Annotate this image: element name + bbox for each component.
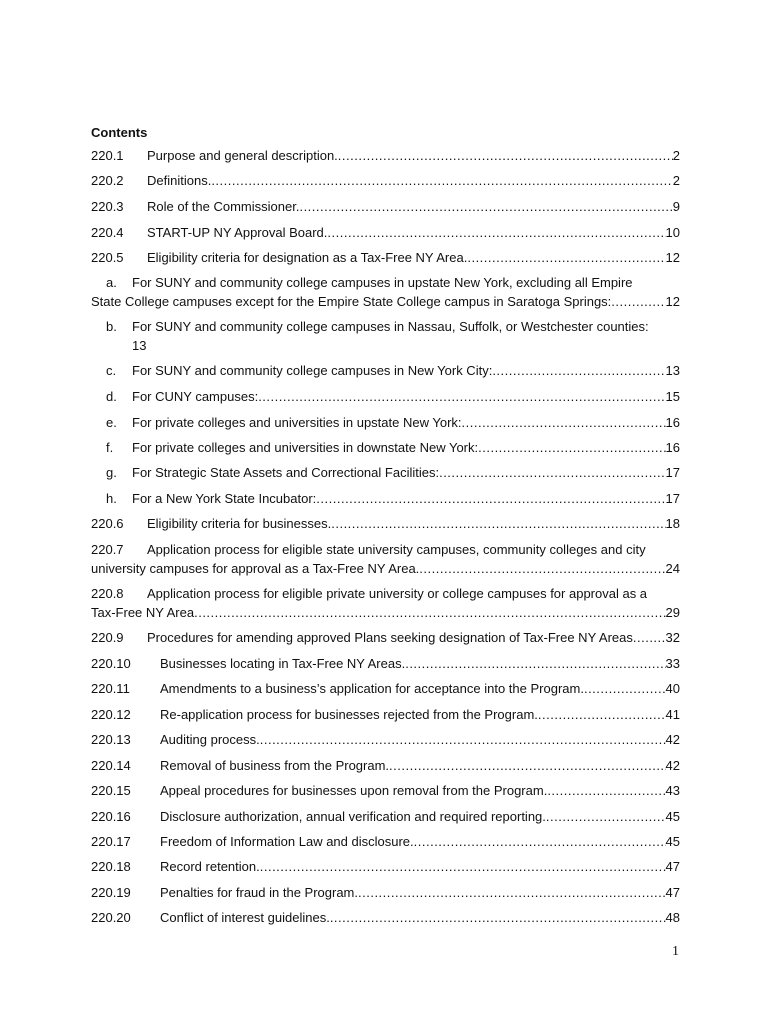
toc-number: 220.16 xyxy=(91,809,131,824)
toc-number: 220.6 xyxy=(91,516,124,531)
toc-sub-entry[interactable] xyxy=(106,363,680,379)
toc-entry-continuation[interactable] xyxy=(91,605,680,621)
toc-page: 2 xyxy=(672,148,680,163)
toc-leader xyxy=(467,250,665,266)
toc-title: Definitions. xyxy=(147,173,212,188)
toc-leader xyxy=(478,440,665,456)
toc-entry[interactable] xyxy=(91,656,680,672)
toc-title: For Strategic State Assets and Correctional Facilities: xyxy=(132,465,440,480)
toc-title: For SUNY and community college campuses in Nassau, Suffolk, or Westchester counties: xyxy=(132,319,649,334)
toc-entry[interactable] xyxy=(91,783,680,799)
toc-leader xyxy=(405,656,665,672)
toc-letter: d. xyxy=(106,389,117,404)
toc-title: Application process for eligible private university or college campuses for approval as a xyxy=(147,586,648,601)
toc-number: 220.11 xyxy=(91,681,130,696)
toc-entry[interactable] xyxy=(91,834,680,850)
toc-leader xyxy=(330,910,666,926)
toc-number: 220.20 xyxy=(91,910,131,925)
toc-leader xyxy=(260,732,666,748)
toc-title: Conflict of interest guidelines. xyxy=(160,910,330,925)
toc-entry[interactable] xyxy=(91,707,680,723)
toc-entry[interactable] xyxy=(91,250,680,266)
toc-leader xyxy=(194,605,665,621)
toc-title-continued: university campuses for approval as a Tax-Free NY Area. xyxy=(91,561,420,576)
toc-leader xyxy=(299,199,672,215)
toc-entry[interactable] xyxy=(91,885,680,901)
toc-page: 12 xyxy=(665,294,680,309)
toc-title: Eligibility criteria for designation as a Tax-Free NY Area. xyxy=(147,250,468,265)
toc-leader xyxy=(211,173,672,189)
toc-page: 16 xyxy=(665,415,680,430)
toc-number: 220.17 xyxy=(91,834,131,849)
toc-title: Purpose and general description. xyxy=(147,148,338,163)
toc-number: 220.15 xyxy=(91,783,131,798)
toc-title: Record retention. xyxy=(160,859,260,874)
toc-entry[interactable] xyxy=(91,148,680,164)
toc-letter: c. xyxy=(106,363,117,378)
toc-leader xyxy=(439,465,665,481)
toc-letter: b. xyxy=(106,319,117,334)
toc-sub-entry[interactable] xyxy=(106,319,649,335)
toc-entry[interactable] xyxy=(91,758,680,774)
toc-title-continued: State College campuses except for the Empire State College campus in Saratoga Springs: xyxy=(91,294,612,309)
toc-number: 220.18 xyxy=(91,859,131,874)
toc-page: 45 xyxy=(665,809,680,824)
toc-leader xyxy=(538,707,666,723)
toc-sub-entry[interactable] xyxy=(106,491,680,507)
toc-leader xyxy=(462,415,666,431)
toc-title: For a New York State Incubator: xyxy=(132,491,317,506)
toc-page: 12 xyxy=(665,250,680,265)
toc-sub-entry-continuation[interactable] xyxy=(91,294,680,310)
toc-page: 18 xyxy=(665,516,680,531)
toc-title: Application process for eligible state university campuses, community colleges and city xyxy=(147,542,646,557)
toc-title: For private colleges and universities in upstate New York: xyxy=(132,415,462,430)
toc-sub-entry[interactable] xyxy=(106,465,680,481)
toc-entry[interactable] xyxy=(91,681,680,697)
toc-entry[interactable] xyxy=(91,809,680,825)
toc-page: 45 xyxy=(665,834,680,849)
toc-title: For SUNY and community college campuses in New York City: xyxy=(132,363,493,378)
toc-leader xyxy=(414,834,666,850)
toc-entry[interactable] xyxy=(91,199,680,215)
toc-page: 2 xyxy=(672,173,680,188)
toc-title: For private colleges and universities in downstate New York: xyxy=(132,440,479,455)
toc-entry[interactable] xyxy=(91,586,680,602)
toc-leader xyxy=(584,681,666,697)
toc-leader xyxy=(338,148,673,164)
toc-page: 17 xyxy=(665,465,680,480)
toc-page: 33 xyxy=(665,656,680,671)
toc-title: Freedom of Information Law and disclosure. xyxy=(160,834,414,849)
toc-leader xyxy=(546,809,666,825)
toc-leader xyxy=(633,630,666,646)
toc-number: 220.1 xyxy=(91,148,124,163)
toc-leader xyxy=(389,758,665,774)
toc-title: Eligibility criteria for businesses. xyxy=(147,516,332,531)
toc-page: 13 xyxy=(132,338,147,353)
toc-entry[interactable] xyxy=(91,173,680,189)
toc-number: 220.19 xyxy=(91,885,131,900)
toc-number: 220.13 xyxy=(91,732,131,747)
toc-title: START-UP NY Approval Board. xyxy=(147,225,328,240)
toc-sub-entry[interactable] xyxy=(106,415,680,431)
toc-number: 220.12 xyxy=(91,707,131,722)
toc-page: 47 xyxy=(665,859,680,874)
toc-number: 220.10 xyxy=(91,656,131,671)
toc-page: 10 xyxy=(665,225,680,240)
toc-page: 15 xyxy=(665,389,680,404)
toc-number: 220.7 xyxy=(91,542,124,557)
toc-number: 220.4 xyxy=(91,225,124,240)
toc-entry-continuation[interactable] xyxy=(91,561,680,577)
toc-title: Penalties for fraud in the Program. xyxy=(160,885,358,900)
toc-number: 220.2 xyxy=(91,173,124,188)
toc-leader xyxy=(331,516,665,532)
toc-entry[interactable] xyxy=(91,542,680,558)
toc-page: 17 xyxy=(665,491,680,506)
toc-page: 42 xyxy=(665,758,680,773)
toc-page: 47 xyxy=(665,885,680,900)
toc-leader xyxy=(258,389,665,405)
toc-letter: a. xyxy=(106,275,117,290)
toc-sub-entry[interactable] xyxy=(106,389,680,405)
toc-page: 29 xyxy=(665,605,680,620)
toc-page: 9 xyxy=(672,199,680,214)
toc-entry[interactable] xyxy=(91,859,680,875)
toc-number: 220.3 xyxy=(91,199,124,214)
toc-title: Appeal procedures for businesses upon removal from the Program. xyxy=(160,783,548,798)
toc-letter: e. xyxy=(106,415,117,430)
toc-sub-entry[interactable] xyxy=(106,440,680,456)
toc-leader xyxy=(260,859,666,875)
toc-page: 43 xyxy=(665,783,680,798)
toc-number: 220.9 xyxy=(91,630,124,645)
toc-entry[interactable] xyxy=(91,630,680,646)
toc-entry[interactable] xyxy=(91,910,680,926)
toc-number: 220.14 xyxy=(91,758,131,773)
toc-leader xyxy=(358,885,666,901)
toc-page: 41 xyxy=(665,707,680,722)
toc-title-continued: Tax-Free NY Area xyxy=(91,605,195,620)
toc-leader xyxy=(492,363,665,379)
toc-title: Disclosure authorization, annual verification and required reporting. xyxy=(160,809,546,824)
toc-leader xyxy=(611,294,665,310)
toc-letter: f. xyxy=(106,440,114,455)
toc-page: 40 xyxy=(665,681,680,696)
toc-title: For SUNY and community college campuses in upstate New York, excluding all Empire xyxy=(132,275,633,290)
toc-leader xyxy=(316,491,665,507)
toc-title: Re-application process for businesses rejected from the Program. xyxy=(160,707,538,722)
toc-page: 13 xyxy=(665,363,680,378)
toc-page: 24 xyxy=(665,561,680,576)
toc-leader xyxy=(547,783,665,799)
toc-page: 48 xyxy=(665,910,680,925)
toc-title: Removal of business from the Program. xyxy=(160,758,390,773)
toc-leader xyxy=(419,561,665,577)
toc-title: Amendments to a business’s application for acceptance into the Program. xyxy=(160,681,584,696)
toc-page: 16 xyxy=(665,440,680,455)
toc-number: 220.8 xyxy=(91,586,124,601)
toc-letter: g. xyxy=(106,465,117,480)
toc-title: For CUNY campuses: xyxy=(132,389,259,404)
page-number: 1 xyxy=(672,944,679,959)
toc-sub-entry[interactable] xyxy=(106,275,633,291)
toc-title: Auditing process. xyxy=(160,732,260,747)
toc-letter: h. xyxy=(106,491,117,506)
toc-entry[interactable] xyxy=(91,516,680,532)
toc-title: Procedures for amending approved Plans seeking designation of Tax-Free NY Areas xyxy=(147,630,633,645)
toc-entry[interactable] xyxy=(91,225,680,241)
toc-number: 220.5 xyxy=(91,250,124,265)
contents-heading: Contents xyxy=(91,125,148,140)
toc-title: Businesses locating in Tax-Free NY Areas. xyxy=(160,656,406,671)
toc-leader xyxy=(327,225,665,241)
toc-title: Role of the Commissioner. xyxy=(147,199,300,214)
toc-page: 42 xyxy=(665,732,680,747)
toc-page: 32 xyxy=(665,630,680,645)
toc-entry[interactable] xyxy=(91,732,680,748)
